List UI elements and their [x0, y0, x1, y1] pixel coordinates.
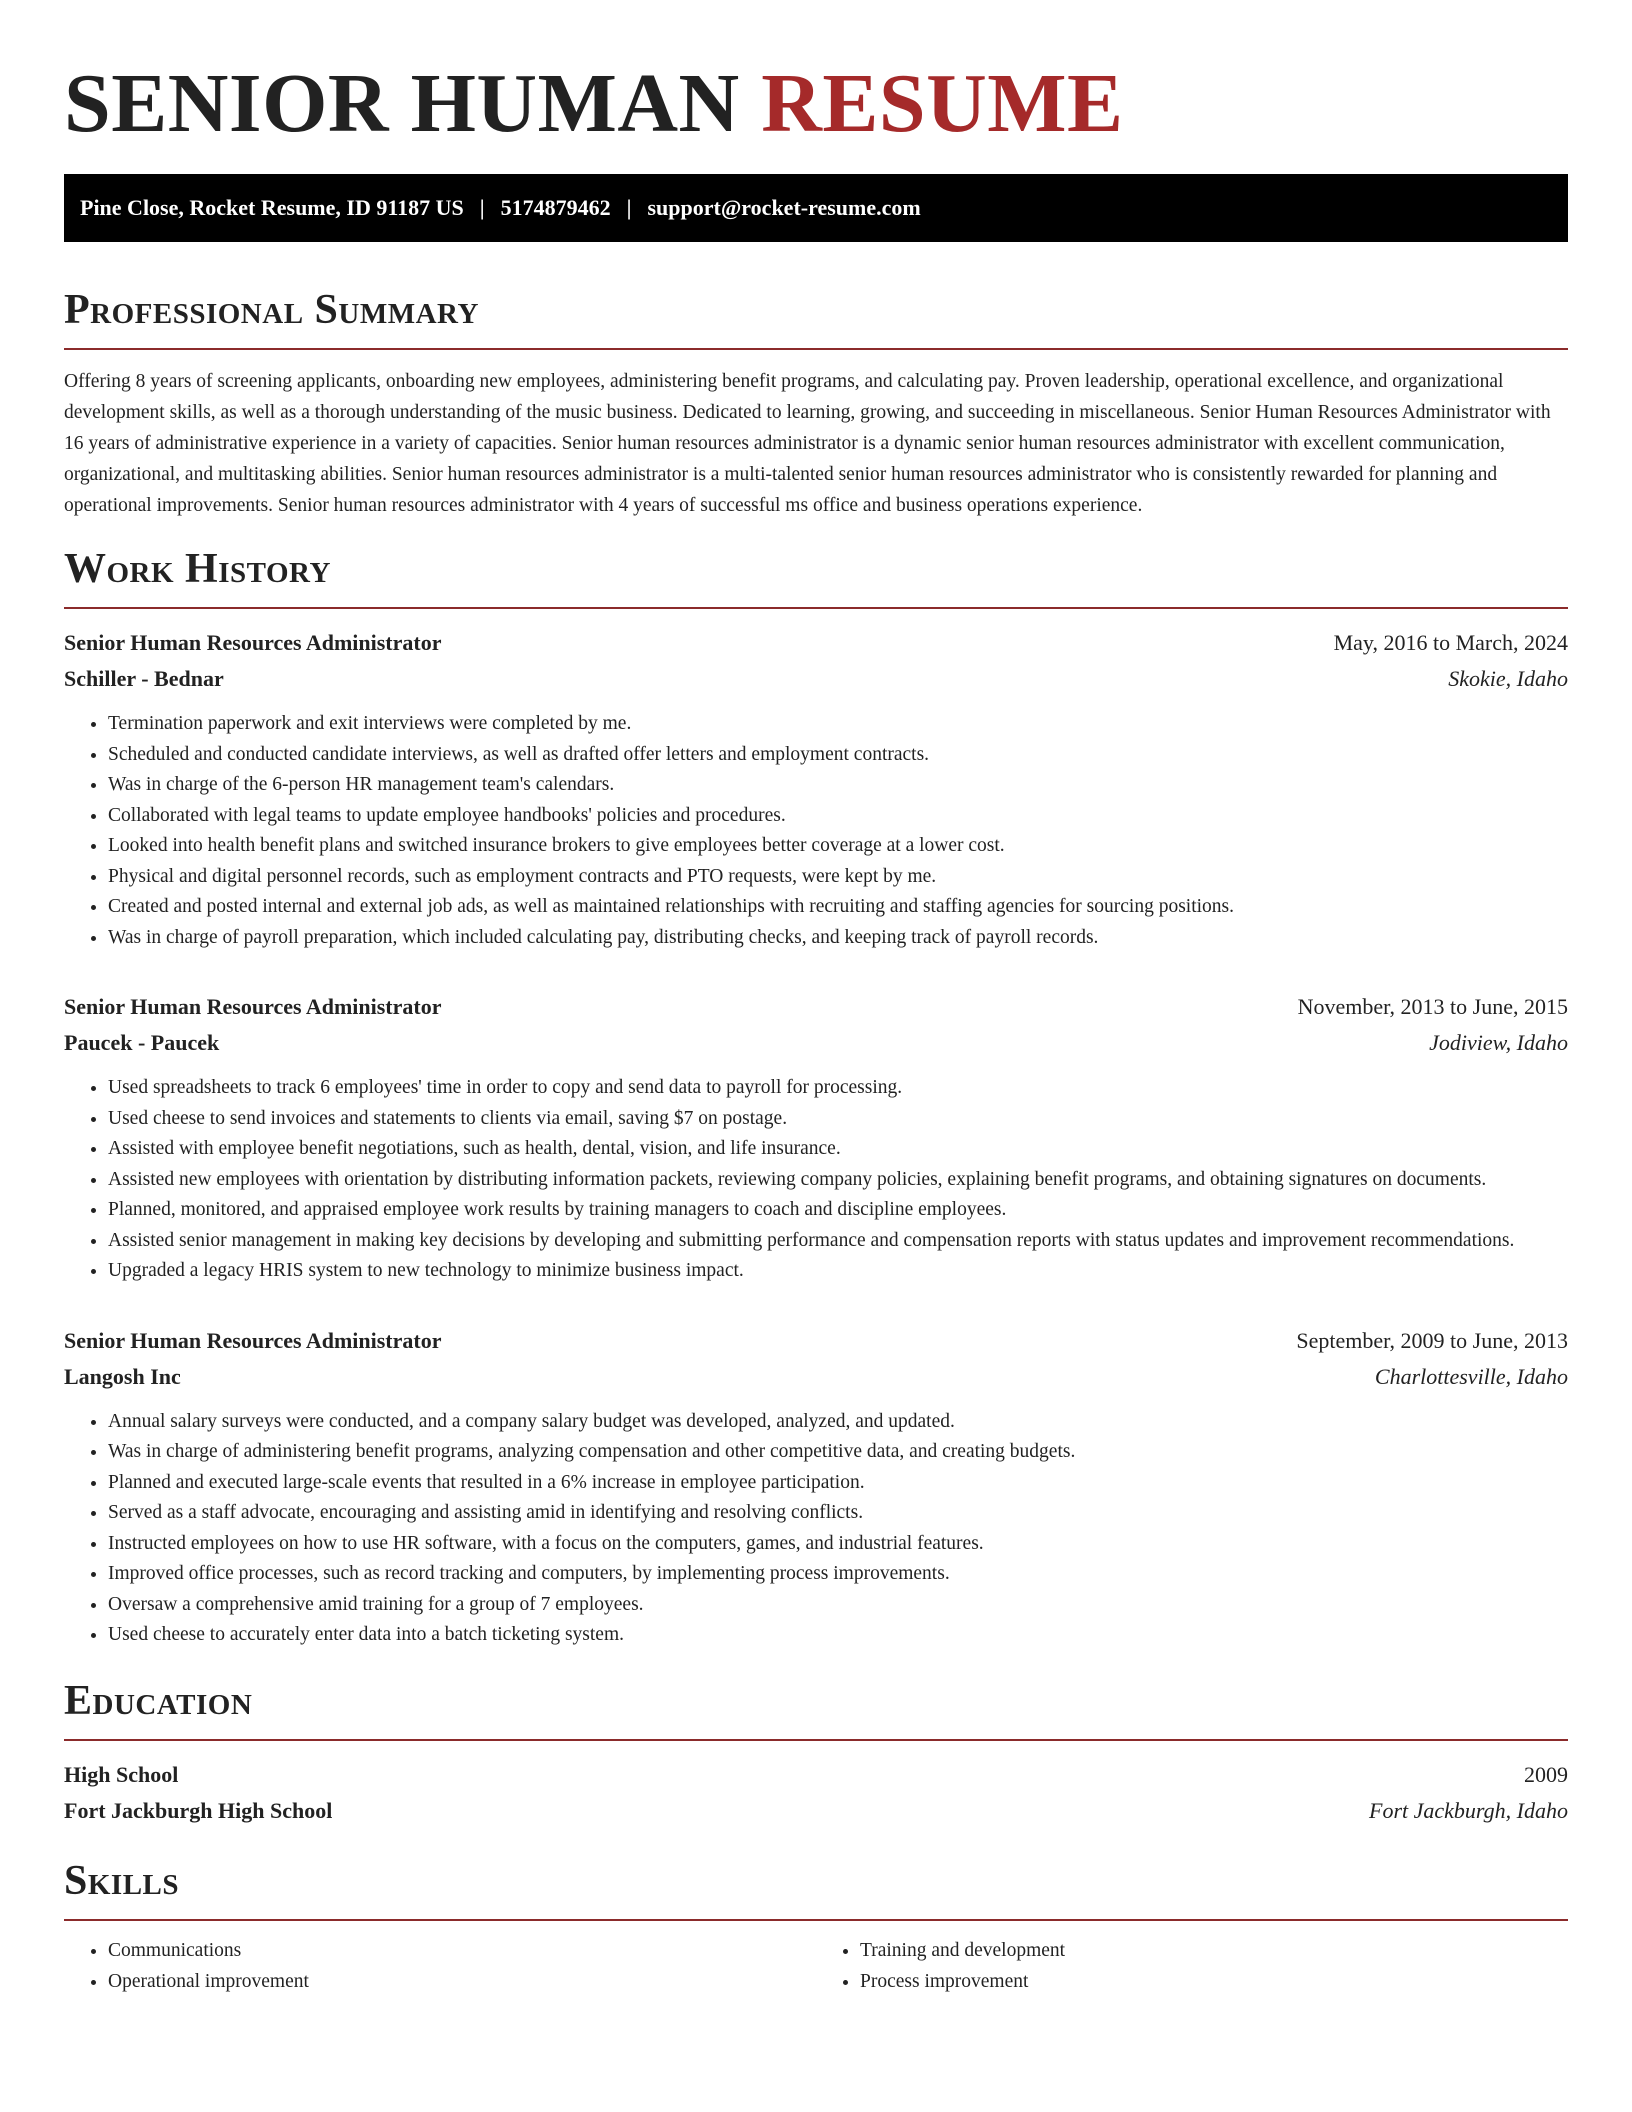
- job-bullets: [64, 1073, 1568, 1287]
- list-item: • Used cheese to send invoices and statements to clients via email, saving $7 on postage.: [108, 1104, 1568, 1135]
- skill-item: • Communications: [108, 1935, 816, 1966]
- list-item: • Used cheese to accurately enter data into a batch ticketing system.: [108, 1620, 1568, 1651]
- job-bullets: [64, 709, 1568, 953]
- job-entry: [64, 989, 1568, 1287]
- job-dates: September, 2009 to June, 2013: [1296, 1327, 1568, 1353]
- job-location: Charlottesville, Idaho: [1374, 1363, 1568, 1389]
- summary-text: Offering 8 years of screening applicants, onboarding new employees, administering benefit programs, and calculating pay. Proven leadership, operational excellence, and organizational development skills, as well as a thorough understanding of the music business. Dedicated to learning, growing, and succeeding in miscellaneous. Senior Human Resources Administrator with 16 years of administrative experience in a variety of capacities. Senior human resources administrator is a dynamic senior human resources administrator with excellent communication, organizational, and multitasking abilities. Senior human resources administrator is a multi-talented senior human resources administrator who is consistently rewarded for planning and operational improvements. Senior human resources administrator with 4 years of successful ms office and business operations experience.: [64, 371, 1551, 516]
- job-location: Skokie, Idaho: [1448, 666, 1568, 691]
- job-entry: [64, 1323, 1568, 1651]
- section-divider: [64, 1919, 1568, 1921]
- job-title: Senior Human Resources Administrator: [64, 630, 442, 655]
- education-header-row: [64, 1757, 1568, 1793]
- list-item: • Served as a staff advocate, encouraging and assisting amid in identifying and resolving conflicts.: [108, 1498, 1568, 1529]
- education-location: Fort Jackburgh, Idaho: [1369, 1797, 1568, 1823]
- work-history-heading: Work History: [64, 546, 331, 592]
- job-company: Schiller - Bednar: [64, 666, 224, 691]
- education-school: Fort Jackburgh High School: [64, 1797, 333, 1823]
- contact-address: Pine Close, Rocket Resume, ID 91187 US: [80, 195, 464, 220]
- list-item: • Assisted with employee benefit negotiations, such as health, dental, vision, and life insurance.: [108, 1134, 1568, 1165]
- education-year: 2009: [1524, 1761, 1568, 1787]
- list-item: • Oversaw a comprehensive amid training for a group of 7 employees.: [108, 1590, 1568, 1621]
- list-item: • Looked into health benefit plans and switched insurance brokers to give employees better coverage at a lower cost.: [108, 831, 1568, 862]
- contact-email[interactable]: support@rocket-resume.com: [647, 195, 921, 220]
- job-company: Paucek - Paucek: [64, 1030, 220, 1055]
- list-item: • Termination paperwork and exit interviews were completed by me.: [108, 709, 1568, 740]
- education-heading: Education: [64, 1677, 253, 1724]
- list-item: • Annual salary surveys were conducted, and a company salary budget was developed, analyzed, and updated.: [108, 1407, 1568, 1438]
- list-item: • Collaborated with legal teams to update employee handbooks' policies and procedures.: [108, 801, 1568, 832]
- list-item: • Planned and executed large-scale events that resulted in a 6% increase in employee participation.: [108, 1468, 1568, 1499]
- skill-item: • Operational improvement: [108, 1966, 816, 1997]
- skills-heading: Skills: [64, 1857, 180, 1904]
- job-dates: November, 2013 to June, 2015: [1297, 994, 1568, 1019]
- list-item: • Instructed employees on how to use HR software, with a focus on the computers, games, and industrial features.: [108, 1529, 1568, 1560]
- skill-item: • Process improvement: [860, 1966, 1568, 1997]
- job-dates: May, 2016 to March, 2024: [1333, 630, 1568, 655]
- job-header-row: [64, 625, 1568, 661]
- education-school-row: [64, 1793, 1568, 1829]
- job-title: Senior Human Resources Administrator: [64, 1327, 442, 1353]
- section-divider: [64, 348, 1568, 350]
- contact-separator: |: [479, 195, 485, 220]
- list-item: • Created and posted internal and external job ads, as well as maintained relationships with recruiting and staffing agencies for sourcing positions.: [108, 892, 1568, 923]
- work-history-section: [64, 545, 1568, 1651]
- list-item: • Used spreadsheets to track 6 employees' time in order to copy and send data to payroll for processing.: [108, 1073, 1568, 1104]
- job-location: Jodiview, Idaho: [1429, 1030, 1568, 1055]
- job-header-row: [64, 1323, 1568, 1359]
- list-item: • Assisted senior management in making key decisions by developing and submitting performance and compensation reports with status updates and improvement recommendations.: [108, 1226, 1568, 1257]
- list-item: • Physical and digital personnel records, such as employment contracts and PTO requests, were kept by me.: [108, 862, 1568, 893]
- job-company-row: [64, 1359, 1568, 1395]
- section-divider: [64, 607, 1568, 609]
- job-company-row: [64, 661, 1568, 697]
- summary-heading: Professional Summary: [64, 287, 479, 333]
- contact-phone[interactable]: 5174879462: [500, 195, 611, 220]
- resume-title: [64, 0, 1568, 176]
- list-item: • Improved office processes, such as record tracking and computers, by implementing process improvements.: [108, 1559, 1568, 1590]
- job-header-row: [64, 989, 1568, 1025]
- title-accent: RESUME: [761, 57, 1124, 150]
- skills-section: [64, 1857, 1568, 1997]
- job-title: Senior Human Resources Administrator: [64, 994, 442, 1019]
- list-item: • Planned, monitored, and appraised employee work results by training managers to coach and discipline employees.: [108, 1195, 1568, 1226]
- job-entry: [64, 625, 1568, 953]
- list-item: • Was in charge of payroll preparation, which included calculating pay, distributing checks, and keeping track of payroll records.: [108, 923, 1568, 954]
- education-entry: [64, 1757, 1568, 1829]
- job-company-row: [64, 1025, 1568, 1061]
- skills-left-column: [64, 1935, 816, 1997]
- job-company: Langosh Inc: [64, 1363, 181, 1389]
- section-divider: [64, 1739, 1568, 1741]
- skills-right-column: [816, 1935, 1568, 1997]
- list-item: • Scheduled and conducted candidate interviews, as well as drafted offer letters and employment contracts.: [108, 740, 1568, 771]
- contact-separator: |: [626, 195, 632, 220]
- list-item: • Upgraded a legacy HRIS system to new technology to minimize business impact.: [108, 1256, 1568, 1287]
- summary-section: [64, 286, 1568, 521]
- title-main: SENIOR HUMAN: [64, 57, 740, 150]
- list-item: • Was in charge of administering benefit programs, analyzing compensation and other competitive data, and creating budgets.: [108, 1437, 1568, 1468]
- skill-item: • Training and development: [860, 1935, 1568, 1966]
- job-bullets: [64, 1407, 1568, 1651]
- list-item: • Was in charge of the 6-person HR management team's calendars.: [108, 770, 1568, 801]
- list-item: • Assisted new employees with orientation by distributing information packets, reviewing company policies, explaining benefit programs, and obtaining signatures on documents.: [108, 1165, 1568, 1196]
- skills-columns: [64, 1935, 1568, 1997]
- education-degree: High School: [64, 1761, 179, 1787]
- education-section: [64, 1677, 1568, 1829]
- contact-bar: [64, 174, 1568, 242]
